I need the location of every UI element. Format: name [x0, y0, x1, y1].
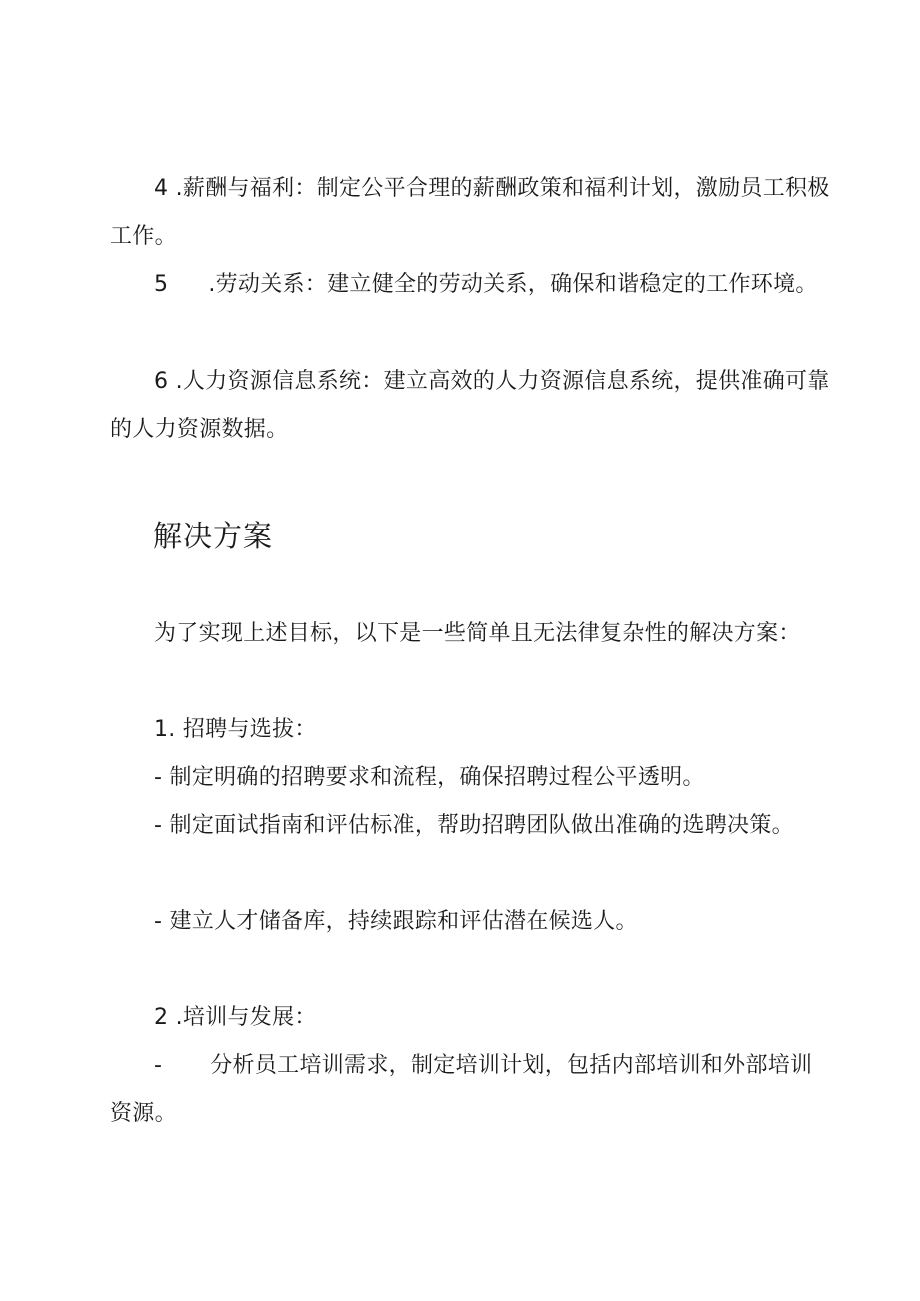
recruit-bullet-1: - 制定明确的招聘要求和流程，确保招聘过程公平透明。: [154, 765, 705, 790]
item-text: 劳动关系：建立健全的劳动关系，确保和谐稳定的工作环境。: [215, 272, 818, 297]
recruit-title: 1. 招聘与选拔：: [154, 717, 317, 742]
item-text: 薪酬与福利：制定公平合理的薪酬政策和福利计划，激励员工积极工作。: [110, 176, 830, 249]
item-text: 人力资源信息系统：建立高效的人力资源信息系统，提供准确可靠的人力资源数据。: [110, 369, 830, 442]
item-separator: .: [168, 176, 183, 201]
section-heading: 解决方案: [153, 519, 274, 553]
bullet-dash: -: [154, 1053, 163, 1078]
list-item-labor-relations: [110, 261, 830, 309]
recruit-bullet-2: - 制定面试指南和评估标准，帮助招聘团队做出准确的选聘决策。: [154, 813, 794, 838]
item-number: 6: [154, 369, 169, 394]
item-text: .培训与发展：: [168, 1005, 317, 1030]
bullet-text: 分析员工培训需求，制定培训计划，包括内部培训和外部培训资源。: [110, 1053, 813, 1126]
item-number: 5: [154, 272, 169, 297]
solution-intro: 为了实现上述目标，以下是一些简单且无法律复杂性的解决方案：: [154, 621, 801, 646]
item-number: 2: [154, 1005, 169, 1030]
item-number: 4: [154, 176, 169, 201]
list-item-hr-information-system: [110, 358, 830, 454]
item-separator: .: [208, 272, 216, 297]
list-item-compensation: [110, 165, 830, 261]
recruit-bullet-3: - 建立人才储备库，持续跟踪和评估潜在候选人。: [154, 909, 638, 934]
item-separator: .: [168, 369, 183, 394]
training-bullet-1: [110, 1042, 830, 1138]
training-title: [110, 994, 830, 1042]
